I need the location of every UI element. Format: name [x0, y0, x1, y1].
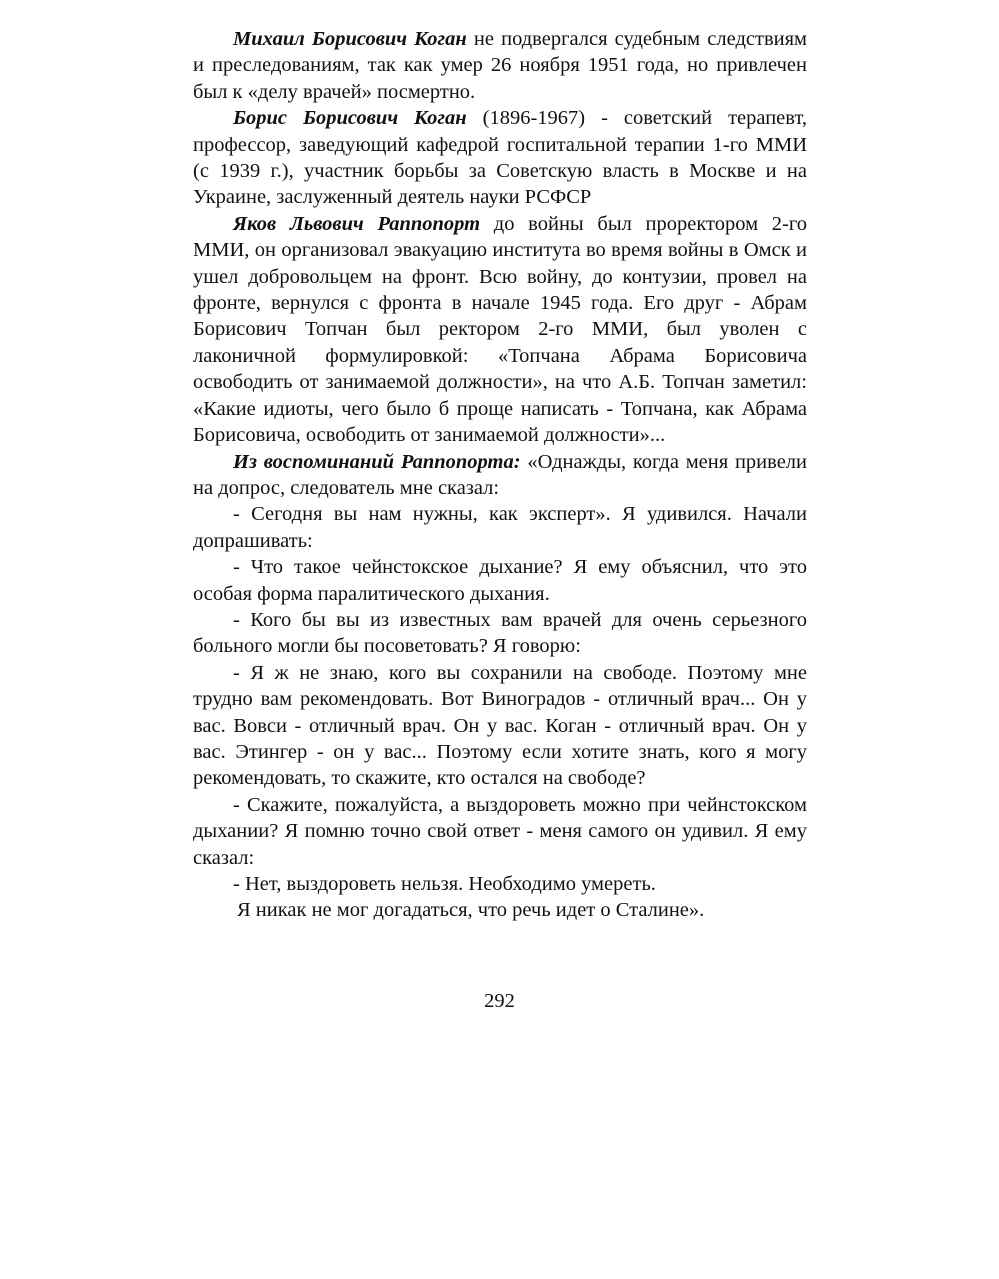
- page-body: [193, 26, 807, 924]
- paragraph-text: до войны был проректором 2-го ММИ, он организовал эвакуацию института во время войны в Омск и ушел добровольцем на фронт. Всю войну, до контузии, провел на фронте, вернулся с фронта в начале 1945 года. Его друг - Абрам Борисович Топчан был ректором 2-го ММИ, был уволен с лаконичной формулировкой: «Топчана Абрама Борисовича освободить от занимаемой должности», на что А.Б. Топчан заметил: «Какие идиоты, чего было б проще написать - Топчана, как Абрама Борисовича, освободить от занимаемой должности»...: [193, 212, 807, 447]
- paragraph-memoirs: [193, 449, 807, 502]
- dialogue-line: - Сегодня вы нам нужны, как эксперт». Я удивился. Начали допрашивать:: [193, 503, 807, 552]
- memoirs-heading: Из воспоминаний Раппопорта:: [233, 450, 521, 473]
- dialogue-line: - Что такое чейнстокское дыхание? Я ему объяснил, что это особая форма паралитического дыхания.: [193, 556, 807, 605]
- paragraph-boris-kogan: [193, 105, 807, 211]
- page-number: 292: [484, 990, 515, 1012]
- dialogue-line: - Я ж не знаю, кого вы сохранили на свободе. Поэтому мне трудно вам рекомендовать. Вот Виноградов - отличный врач... Он у вас. Вовси - отличный врач. Он у вас. Коган - отличный врач. Он у вас. Этингер - он у вас... Поэтому если хотите знать, кого я могу рекомендовать, то скажите, кто остался на свободе?: [193, 661, 807, 790]
- person-name-mikhail-kogan: Михаил Борисович Коган: [233, 28, 467, 50]
- paragraph-text: не подвергался судебным следствиям и преследованиям, так как умер 26 ноября 1951 года, но привлечен был к «делу врачей» посмертно.: [193, 28, 807, 103]
- paragraph-text: «Однажды, когда меня привели на допрос, следователь мне сказал:: [193, 450, 807, 499]
- dialogue-line: - Скажите, пожалуйста, а выздороветь можно при чейнстокском дыхании? Я помню точно свой ответ - меня самого он удивил. Я ему сказал:: [193, 793, 807, 869]
- paragraph-text: (1896-1967) - советский терапевт, профессор, заведующий кафедрой госпитальной терапии 1-го ММИ (с 1939 г.), участник борьбы за Советскую власть в Москве и на Украине, заслуженный деятель науки РСФСР: [193, 107, 807, 209]
- paragraph-mikhail-kogan: [193, 26, 807, 105]
- person-name-rappoport: Яков Львович Раппопорт: [233, 212, 481, 235]
- person-name-boris-kogan: Борис Борисович Коган: [233, 107, 467, 130]
- paragraph-rappoport: [193, 211, 807, 449]
- closing-line: Я никак не мог догадаться, что речь идет о Сталине».: [237, 899, 705, 922]
- dialogue-line: - Нет, выздороветь нельзя. Необходимо умереть.: [233, 873, 656, 895]
- dialogue-line: - Кого бы вы из известных вам врачей для очень серьезного больного могли бы посоветовать? Я говорю:: [193, 608, 807, 658]
